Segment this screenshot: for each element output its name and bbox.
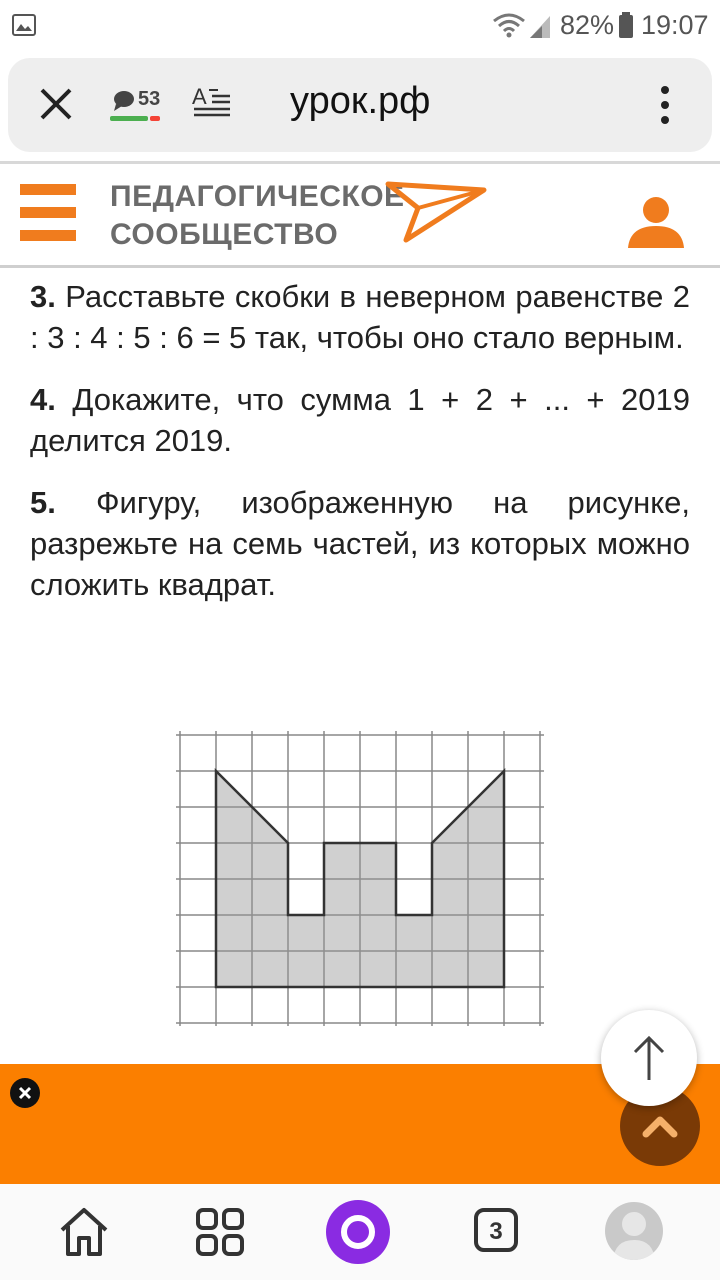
chat-icon — [112, 90, 136, 112]
article-content — [30, 276, 690, 626]
tabs-button[interactable] — [466, 1202, 526, 1262]
site-logo[interactable] — [110, 178, 405, 254]
status-bar — [0, 0, 720, 52]
avatar-icon — [605, 1202, 663, 1260]
problem-text: Расставьте скобки в неверном равенстве 2 : 3 : 4 : 5 : 6 = 5 так, чтобы оно стало верным. — [30, 279, 690, 355]
problem-number: 3. — [30, 279, 56, 314]
battery-percent: 82% — [560, 10, 615, 40]
grid-figure — [170, 728, 550, 1028]
ad-close-button[interactable] — [10, 1078, 40, 1108]
close-icon[interactable] — [36, 84, 76, 124]
bottom-navigation — [0, 1184, 720, 1280]
problem-number: 5. — [30, 485, 56, 520]
hamburger-icon[interactable] — [20, 184, 76, 244]
problem-5 — [30, 482, 690, 605]
battery-icon — [618, 12, 634, 39]
problem-4 — [30, 379, 690, 461]
logo-line-1: ПЕДАГОГИЧЕСКОЕ — [110, 180, 405, 213]
comments-badge[interactable] — [110, 88, 164, 124]
clock: 19:07 — [641, 10, 709, 40]
comments-count: 53 — [138, 88, 161, 110]
svg-text:A: A — [192, 84, 207, 109]
rating-bar-negative — [150, 116, 160, 121]
close-icon — [17, 1085, 33, 1101]
apps-grid-icon[interactable] — [190, 1202, 250, 1262]
wifi-icon — [492, 12, 526, 38]
rating-bar-positive — [110, 116, 148, 121]
arrow-up-icon — [629, 1034, 669, 1082]
reader-mode-icon[interactable] — [192, 84, 232, 124]
alice-assistant-button[interactable] — [326, 1200, 390, 1264]
alice-icon — [326, 1200, 390, 1264]
paper-plane-icon — [384, 178, 488, 248]
problem-text: Докажите, что сумма 1 + 2 + ... + 2019 делится 2019. — [30, 382, 690, 458]
logo-line-2: СООБЩЕСТВО — [110, 218, 339, 251]
signal-icon — [528, 14, 552, 38]
tabs-count: 3 — [489, 1218, 503, 1245]
home-icon[interactable] — [54, 1202, 114, 1262]
address-bar[interactable] — [8, 58, 712, 152]
problem-number: 4. — [30, 382, 56, 417]
chevron-up-icon — [640, 1110, 680, 1140]
problem-3 — [30, 276, 690, 358]
tabs-icon — [474, 1208, 518, 1252]
gallery-icon — [12, 14, 36, 36]
user-icon[interactable] — [626, 194, 686, 248]
scroll-to-top-button[interactable] — [601, 1010, 697, 1106]
avatar[interactable] — [605, 1202, 663, 1260]
more-vert-icon[interactable] — [658, 84, 672, 126]
page-domain[interactable]: урок.рф — [290, 80, 431, 122]
site-header — [0, 164, 720, 268]
problem-text: Фигуру, изображенную на рисунке, разрежьте на семь частей, из которых можно сложить квадрат. — [30, 485, 690, 602]
